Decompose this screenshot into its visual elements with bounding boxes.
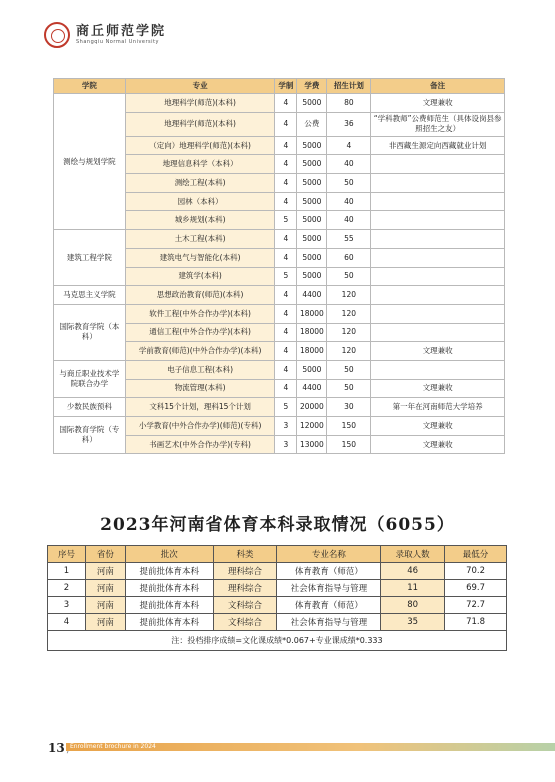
- col-header-major: 专业: [125, 79, 275, 94]
- major-cell: 体育教育（师范）: [277, 597, 381, 614]
- plan-cell: 40: [327, 192, 371, 211]
- major-cell: 学前教育(师范)(中外合作办学)(本科): [125, 342, 275, 361]
- years-cell: 4: [275, 174, 297, 193]
- col-header-index: 序号: [48, 546, 86, 563]
- page-number: 13: [48, 741, 65, 755]
- category-cell: 理科综合: [213, 563, 277, 580]
- plan-cell: 55: [327, 230, 371, 249]
- admitted-cell: 11: [381, 580, 445, 597]
- fee-cell: 12000: [297, 417, 327, 436]
- years-cell: 3: [275, 435, 297, 454]
- table-row: [54, 94, 505, 113]
- fee-cell: 5000: [297, 360, 327, 379]
- batch-cell: 提前批体育本科: [125, 597, 213, 614]
- fee-cell: 5000: [297, 94, 327, 113]
- years-cell: 5: [275, 267, 297, 286]
- fee-cell: 5000: [297, 230, 327, 249]
- years-cell: 4: [275, 94, 297, 113]
- index-cell: 3: [48, 597, 86, 614]
- college-cell: 与商丘职业技术学院联合办学: [54, 360, 126, 397]
- fee-cell: 18000: [297, 342, 327, 361]
- college-cell: 马克思主义学院: [54, 286, 126, 305]
- table-note-row: [48, 631, 507, 651]
- major-cell: 书画艺术(中外合作办学)(专科): [125, 435, 275, 454]
- table-header-row: [54, 79, 505, 94]
- fee-cell: 18000: [297, 323, 327, 342]
- fee-cell: 5000: [297, 136, 327, 155]
- logo-chinese-name: 商丘师范学院: [76, 24, 167, 39]
- col-header-province: 省份: [85, 546, 125, 563]
- plan-cell: 150: [327, 435, 371, 454]
- years-cell: 3: [275, 417, 297, 436]
- note-cell: [371, 248, 505, 267]
- fee-cell: 18000: [297, 304, 327, 323]
- college-cell: 国际教育学院（专科）: [54, 417, 126, 454]
- years-cell: 4: [275, 323, 297, 342]
- major-cell: 土木工程(本科): [125, 230, 275, 249]
- table-row: [54, 360, 505, 379]
- major-cell: 建筑学(本科): [125, 267, 275, 286]
- plan-cell: 120: [327, 323, 371, 342]
- province-cell: 河南: [85, 614, 125, 631]
- major-cell: 地理科学(师范)(本科): [125, 112, 275, 136]
- plan-cell: 60: [327, 248, 371, 267]
- logo-english-name: Shangqiu Normal University: [76, 39, 159, 45]
- college-cell: 国际教育学院（本科）: [54, 304, 126, 360]
- plan-cell: 50: [327, 379, 371, 398]
- table-row: [54, 417, 505, 436]
- index-cell: 4: [48, 614, 86, 631]
- fee-cell: 4400: [297, 286, 327, 305]
- min-score-cell: 72.7: [445, 597, 507, 614]
- years-cell: 4: [275, 192, 297, 211]
- note-cell: 文理兼收: [371, 417, 505, 436]
- fee-cell: 5000: [297, 192, 327, 211]
- fee-cell: 公费: [297, 112, 327, 136]
- col-header-fee: 学费: [297, 79, 327, 94]
- plan-cell: 50: [327, 174, 371, 193]
- years-cell: 4: [275, 304, 297, 323]
- col-header-min-score: 最低分: [445, 546, 507, 563]
- major-cell: 社会体育指导与管理: [277, 580, 381, 597]
- major-cell: 地理科学(师范)(本科): [125, 94, 275, 113]
- note-cell: 文理兼收: [371, 94, 505, 113]
- section-title: 2023年河南省体育本科录取情况（6055）: [100, 515, 455, 535]
- note-cell: [371, 323, 505, 342]
- min-score-cell: 69.7: [445, 580, 507, 597]
- years-cell: 5: [275, 398, 297, 417]
- fee-cell: 5000: [297, 174, 327, 193]
- table-row: [48, 580, 507, 597]
- col-header-category: 科类: [213, 546, 277, 563]
- plan-cell: 4: [327, 136, 371, 155]
- major-cell: 城乡规划(本科): [125, 211, 275, 230]
- col-header-college: 学院: [54, 79, 126, 94]
- admitted-cell: 35: [381, 614, 445, 631]
- note-cell: [371, 211, 505, 230]
- min-score-cell: 71.8: [445, 614, 507, 631]
- major-cell: （定向）地理科学(师范)(本科): [125, 136, 275, 155]
- province-cell: 河南: [85, 563, 125, 580]
- col-header-note: 备注: [371, 79, 505, 94]
- table-row: [54, 286, 505, 305]
- table-row: [48, 597, 507, 614]
- col-header-years: 学制: [275, 79, 297, 94]
- major-cell: 通信工程(中外合作办学)(本科): [125, 323, 275, 342]
- province-cell: 河南: [85, 597, 125, 614]
- fee-cell: 5000: [297, 211, 327, 230]
- years-cell: 4: [275, 112, 297, 136]
- note-cell: [371, 192, 505, 211]
- index-cell: 1: [48, 563, 86, 580]
- years-cell: 5: [275, 211, 297, 230]
- category-cell: 理科综合: [213, 580, 277, 597]
- note-cell: [371, 155, 505, 174]
- note-cell: 文理兼收: [371, 435, 505, 454]
- note-cell: [371, 230, 505, 249]
- years-cell: 4: [275, 342, 297, 361]
- note-cell: 文理兼收: [371, 379, 505, 398]
- batch-cell: 提前批体育本科: [125, 580, 213, 597]
- years-cell: 4: [275, 230, 297, 249]
- college-cell: 建筑工程学院: [54, 230, 126, 286]
- note-cell: “学科教师”公费师范生（具体设岗县参照招生之友）: [371, 112, 505, 136]
- major-cell: 体育教育（师范）: [277, 563, 381, 580]
- admitted-cell: 46: [381, 563, 445, 580]
- years-cell: 4: [275, 379, 297, 398]
- footer-caption: Enrollment brochure in 2024: [70, 743, 156, 750]
- table-row: [54, 304, 505, 323]
- college-cell: 测绘与规划学院: [54, 94, 126, 230]
- note-cell: 第一年在河南师范大学培养: [371, 398, 505, 417]
- col-header-admitted: 录取人数: [381, 546, 445, 563]
- college-cell: 少数民族预科: [54, 398, 126, 417]
- fee-cell: 4400: [297, 379, 327, 398]
- note-cell: [371, 360, 505, 379]
- note-cell: [371, 174, 505, 193]
- col-header-major: 专业名称: [277, 546, 381, 563]
- plan-cell: 50: [327, 267, 371, 286]
- col-header-batch: 批次: [125, 546, 213, 563]
- major-cell: 小学教育(中外合作办学)(师范)(专科): [125, 417, 275, 436]
- note-cell: 非西藏生源定向西藏就业计划: [371, 136, 505, 155]
- major-cell: 软件工程(中外合作办学)(本科): [125, 304, 275, 323]
- note-cell: [371, 267, 505, 286]
- enrollment-plan-table: [53, 78, 505, 454]
- table-row: [48, 614, 507, 631]
- plan-cell: 80: [327, 94, 371, 113]
- category-cell: 文科综合: [213, 597, 277, 614]
- admitted-cell: 80: [381, 597, 445, 614]
- years-cell: 4: [275, 286, 297, 305]
- plan-cell: 120: [327, 286, 371, 305]
- province-cell: 河南: [85, 580, 125, 597]
- major-cell: 建筑电气与智能化(本科): [125, 248, 275, 267]
- plan-cell: 36: [327, 112, 371, 136]
- formula-note: 注：投档排序成绩=文化课成绩*0.067+专业课成绩*0.333: [48, 631, 507, 651]
- note-cell: [371, 304, 505, 323]
- major-cell: 园林（本科）: [125, 192, 275, 211]
- table-row: [54, 398, 505, 417]
- fee-cell: 5000: [297, 155, 327, 174]
- plan-cell: 30: [327, 398, 371, 417]
- table-row: [54, 230, 505, 249]
- years-cell: 4: [275, 360, 297, 379]
- min-score-cell: 70.2: [445, 563, 507, 580]
- seal-icon: [44, 22, 70, 48]
- plan-cell: 50: [327, 360, 371, 379]
- note-cell: [371, 286, 505, 305]
- major-cell: 思想政治教育(师范)(本科): [125, 286, 275, 305]
- major-cell: 电子信息工程(本科): [125, 360, 275, 379]
- years-cell: 4: [275, 136, 297, 155]
- batch-cell: 提前批体育本科: [125, 563, 213, 580]
- plan-cell: 120: [327, 304, 371, 323]
- category-cell: 文科综合: [213, 614, 277, 631]
- note-cell: 文理兼收: [371, 342, 505, 361]
- fee-cell: 13000: [297, 435, 327, 454]
- major-cell: 测绘工程(本科): [125, 174, 275, 193]
- major-cell: 文科15个计划，理科15个计划: [125, 398, 275, 417]
- plan-cell: 120: [327, 342, 371, 361]
- years-cell: 4: [275, 248, 297, 267]
- plan-cell: 40: [327, 211, 371, 230]
- fee-cell: 20000: [297, 398, 327, 417]
- major-cell: 物流管理(本科): [125, 379, 275, 398]
- plan-cell: 40: [327, 155, 371, 174]
- batch-cell: 提前批体育本科: [125, 614, 213, 631]
- col-header-plan: 招生计划: [327, 79, 371, 94]
- plan-cell: 150: [327, 417, 371, 436]
- years-cell: 4: [275, 155, 297, 174]
- table-row: [48, 563, 507, 580]
- table-header-row: [48, 546, 507, 563]
- index-cell: 2: [48, 580, 86, 597]
- fee-cell: 5000: [297, 267, 327, 286]
- major-cell: 社会体育指导与管理: [277, 614, 381, 631]
- fee-cell: 5000: [297, 248, 327, 267]
- university-logo: [44, 22, 166, 48]
- major-cell: 地理信息科学（本科）: [125, 155, 275, 174]
- admission-results-table: [47, 545, 507, 651]
